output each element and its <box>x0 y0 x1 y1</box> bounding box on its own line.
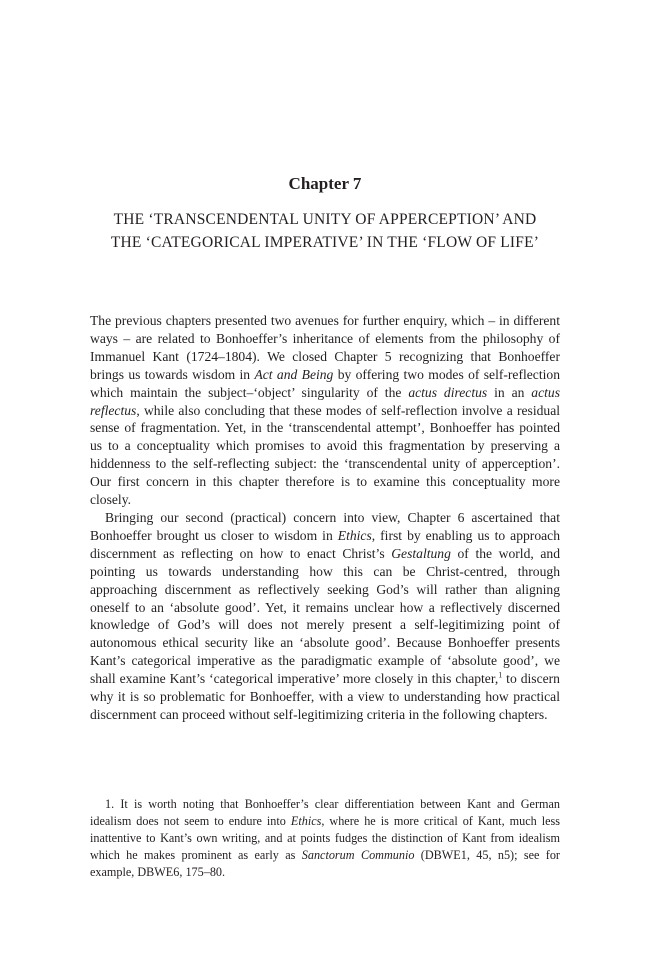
italic-term-gestaltung: Gestaltung <box>391 545 451 561</box>
text-run: , where he is more critical of Kant, much less inattentive to Kant’s own writing, and at points fudges the distinction of Kant from idealism which he makes prominent as early as <box>90 814 560 862</box>
body-text <box>90 312 560 724</box>
footnote-reference[interactable]: 1 <box>498 670 503 680</box>
chapter-title-line-1: THE ‘TRANSCENDENTAL UNITY OF APPERCEPTION’ AND <box>113 211 537 228</box>
chapter-number: Chapter 7 <box>288 174 362 193</box>
paragraph-2 <box>90 509 560 724</box>
italic-title-ethics: Ethics <box>337 527 372 543</box>
text-run: 1. It is worth noting that Bonhoeffer’s clear differentiation between Kant and German idealism does not seem to endure into <box>90 797 560 828</box>
italic-term-actus-reflectus: actus reflectus <box>90 384 560 418</box>
text-run: to discern why it is so problematic for Bonhoeffer, with a view to understanding how practical discernment can proceed without self-legitimizing criteria in the following chapters. <box>90 671 560 722</box>
paragraph-1 <box>90 312 560 509</box>
italic-title-sanctorum-communio: Sanctorum Communio <box>301 848 415 862</box>
text-run: Bringing our second (practical) concern into view, Chapter 6 ascertained that Bonhoeffer brought us closer to wisdom in <box>90 509 560 543</box>
text-run: (DBWE1, 45, n5); see for example, DBWE6, 175–80. <box>90 848 560 879</box>
italic-term-actus-directus: actus directus <box>408 384 488 400</box>
italic-title-act-and-being: Act and Being <box>254 366 334 382</box>
text-run: , first by enabling us to approach discernment as reflecting on how to enact Christ’s <box>90 527 560 561</box>
footnote-1 <box>90 796 560 881</box>
chapter-title-line-2: THE ‘CATEGORICAL IMPERATIVE’ IN THE ‘FLOW OF LIFE’ <box>110 234 540 251</box>
chapter-title <box>60 208 590 254</box>
text-run: The previous chapters presented two avenues for further enquiry, which – in different ways – are related to Bonhoeffer’s inheritance of elements from the philosophy of Immanuel Kant (1724–1804). We closed Chapter 5 recognizing that Bonhoeffer brings us towards wisdom in <box>90 313 560 382</box>
text-run: of the world, and pointing us towards understanding how this can be Christ-centred, through approaching discernment as reflectively seeking God’s will rather than aligning oneself to an ‘absolute good’. Yet, it remains unclear how a reflectively discerned knowledge of God’s will does not merely present a self-legitimizing point of autonomous ethical security like an ‘absolute good’. Because Bonhoeffer presents Kant’s categorical imperative as the paradigmatic example of ‘absolute good’, we shall examine Kant’s ‘categorical imperative’ more closely in this chapter, <box>90 545 560 687</box>
italic-title-ethics: Ethics <box>290 814 322 828</box>
text-run: in an <box>487 384 532 400</box>
footnote-text <box>90 796 560 881</box>
text-run: , while also concluding that these modes of self-reflection involve a residual sense of fragmentation. Yet, in the ‘transcendental attempt’, Bonhoeffer has pointed us to a conceptuality which promises to avoid this fragmentation by preserving a hiddenness to the self-reflecting subject: the ‘transcendental unity of apperception’. Our first concern in this chapter therefore is to examine this conceptuality more closely. <box>90 402 560 508</box>
text-run: by offering two modes of self-reflection which maintain the subject–‘object’ singularity of the <box>90 366 560 400</box>
